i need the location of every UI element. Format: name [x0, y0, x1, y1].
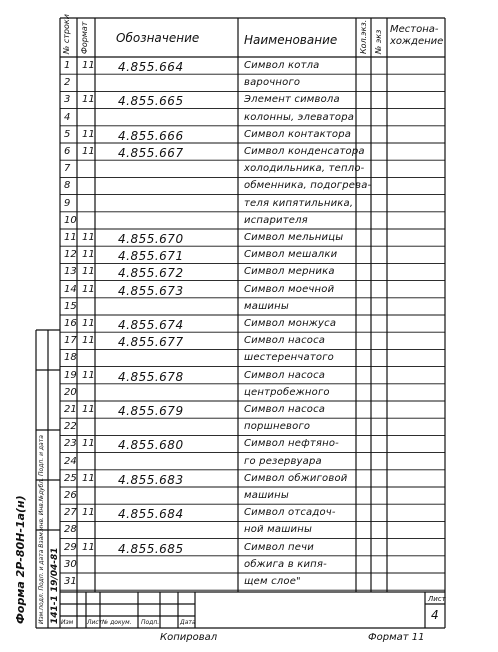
location-header: Местона-хождение: [390, 24, 444, 47]
row-format: 11: [82, 507, 95, 519]
copied-by-label: Копировал: [160, 632, 218, 643]
tb-sign: Подп.: [141, 619, 160, 626]
row-number: 26: [64, 490, 77, 501]
tb-doc: № докум.: [102, 619, 132, 626]
row-number: 12: [64, 249, 77, 261]
row-number: 11: [64, 232, 77, 243]
row-designation: 4.855.679: [118, 404, 184, 418]
row-number: 14: [64, 283, 77, 295]
row-name: испарителя: [244, 214, 308, 226]
row-number: 17: [64, 335, 77, 347]
row-name: Символ мерника: [244, 266, 335, 278]
row-number: 15: [64, 300, 77, 312]
row-format: 11: [82, 369, 95, 381]
row-format: 11: [82, 146, 95, 157]
row-designation: 4.855.677: [118, 335, 184, 350]
row-designation: 4.855.664: [118, 60, 184, 74]
row-number: 9: [64, 197, 71, 209]
row-name: Символ нефтяно-: [244, 438, 339, 450]
tb-date: Дата: [180, 619, 196, 626]
row-name: Символ конденсатора: [244, 146, 365, 157]
row-number: 10: [64, 214, 77, 226]
row-number: 27: [64, 507, 77, 519]
format-label: Формат 11: [368, 632, 425, 643]
row-number: 8: [64, 180, 71, 192]
row-name: Символ моечной: [244, 283, 335, 295]
tb-list: Лист: [87, 619, 103, 626]
row-format: 11: [82, 128, 95, 140]
row-format: 11: [82, 318, 95, 329]
row-designation: 4.855.667: [118, 146, 184, 160]
row-number: 28: [64, 524, 77, 536]
row-number: 7: [64, 163, 71, 175]
row-designation: 4.855.685: [118, 541, 184, 556]
row-designation: 4.855.678: [118, 369, 184, 384]
row-designation: 4.855.680: [118, 438, 184, 453]
row-designation: 4.855.671: [118, 249, 184, 264]
row-designation: 4.855.684: [118, 507, 184, 522]
row-number: 20: [64, 386, 77, 398]
row-name: машины: [244, 490, 289, 501]
row-number: 29: [64, 541, 77, 553]
archive-code: 141-1 19/04-81: [50, 547, 60, 624]
row-number: 30: [64, 558, 77, 570]
row-format: 11: [82, 94, 95, 106]
copy-number-header: № экз: [374, 29, 383, 54]
row-number: 3: [64, 94, 71, 106]
row-number: 13: [64, 266, 77, 278]
row-designation: 4.855.674: [118, 318, 184, 332]
row-designation: 4.855.670: [118, 232, 184, 246]
row-number: 18: [64, 352, 77, 364]
row-name: Символ котла: [244, 60, 320, 71]
row-number: 22: [64, 421, 77, 433]
sheet-label: Лист: [428, 595, 446, 603]
row-name: Символ контактора: [244, 128, 352, 140]
row-designation: 4.855.665: [118, 94, 184, 109]
row-name: обжига в кипя-: [244, 558, 327, 570]
row-name: центробежного: [244, 386, 330, 398]
stamp-column-labels: Изм.подл. Подп. и дата Взам.инв. Инв.№дубл. Подп. и дата: [38, 435, 45, 624]
row-number: 5: [64, 128, 71, 140]
row-number-header: № строки: [62, 14, 71, 54]
row-designation: 4.855.666: [118, 128, 184, 143]
row-designation: 4.855.673: [118, 283, 184, 298]
row-name: го резервуара: [244, 455, 322, 467]
form-number: Форма 2Р-80Н-1а(н): [14, 495, 27, 624]
row-format: 11: [82, 249, 95, 261]
tb-izm: Изм: [61, 619, 74, 626]
row-name: поршневого: [244, 421, 311, 433]
row-number: 21: [64, 404, 77, 415]
row-format: 11: [82, 60, 95, 71]
row-name: варочного: [244, 77, 301, 89]
row-format: 11: [82, 404, 95, 415]
row-number: 2: [64, 77, 71, 89]
row-name: машины: [244, 300, 289, 312]
row-number: 23: [64, 438, 77, 450]
designation-header: Обозначение: [116, 31, 200, 45]
row-name: колонны, элеватора: [244, 111, 355, 123]
row-format: 11: [82, 283, 95, 295]
quantity-header: Кол.экз.: [359, 19, 368, 54]
sheet-number: 4: [431, 608, 439, 622]
row-number: 24: [64, 455, 77, 467]
row-name: Символ отсадоч-: [244, 507, 336, 519]
row-number: 25: [64, 472, 77, 484]
row-number: 4: [64, 111, 71, 123]
row-name: Символ печи: [244, 541, 314, 553]
row-name: теля кипятильника,: [244, 197, 354, 209]
row-name: Символ мельницы: [244, 232, 344, 243]
row-number: 31: [64, 576, 77, 587]
row-designation: 4.855.672: [118, 266, 184, 281]
row-name: щем слое": [244, 576, 301, 587]
row-format: 11: [82, 335, 95, 347]
row-format: 11: [82, 266, 95, 278]
row-format: 11: [82, 232, 95, 243]
row-name: Символ обжиговой: [244, 472, 348, 484]
row-number: 6: [64, 146, 71, 157]
row-name: шестеренчатого: [244, 352, 334, 364]
row-name: холодильника, тепло-: [244, 163, 365, 175]
row-format: 11: [82, 438, 95, 450]
format-header: Формат: [80, 21, 89, 54]
row-name: Символ монжуса: [244, 318, 337, 329]
row-number: 16: [64, 318, 77, 329]
row-name: Символ насоса: [244, 404, 326, 415]
row-format: 11: [82, 541, 95, 553]
row-name: Символ насоса: [244, 369, 326, 381]
row-name: Символ насоса: [244, 335, 326, 347]
name-header: Наименование: [244, 33, 338, 47]
row-name: Символ мешалки: [244, 249, 338, 261]
row-name: Элемент символа: [244, 94, 340, 106]
row-number: 19: [64, 369, 77, 381]
row-number: 1: [64, 60, 71, 71]
row-name: ной машины: [244, 524, 313, 536]
row-format: 11: [82, 472, 95, 484]
row-name: обменника, подогрева-: [244, 180, 372, 192]
row-designation: 4.855.683: [118, 472, 184, 487]
